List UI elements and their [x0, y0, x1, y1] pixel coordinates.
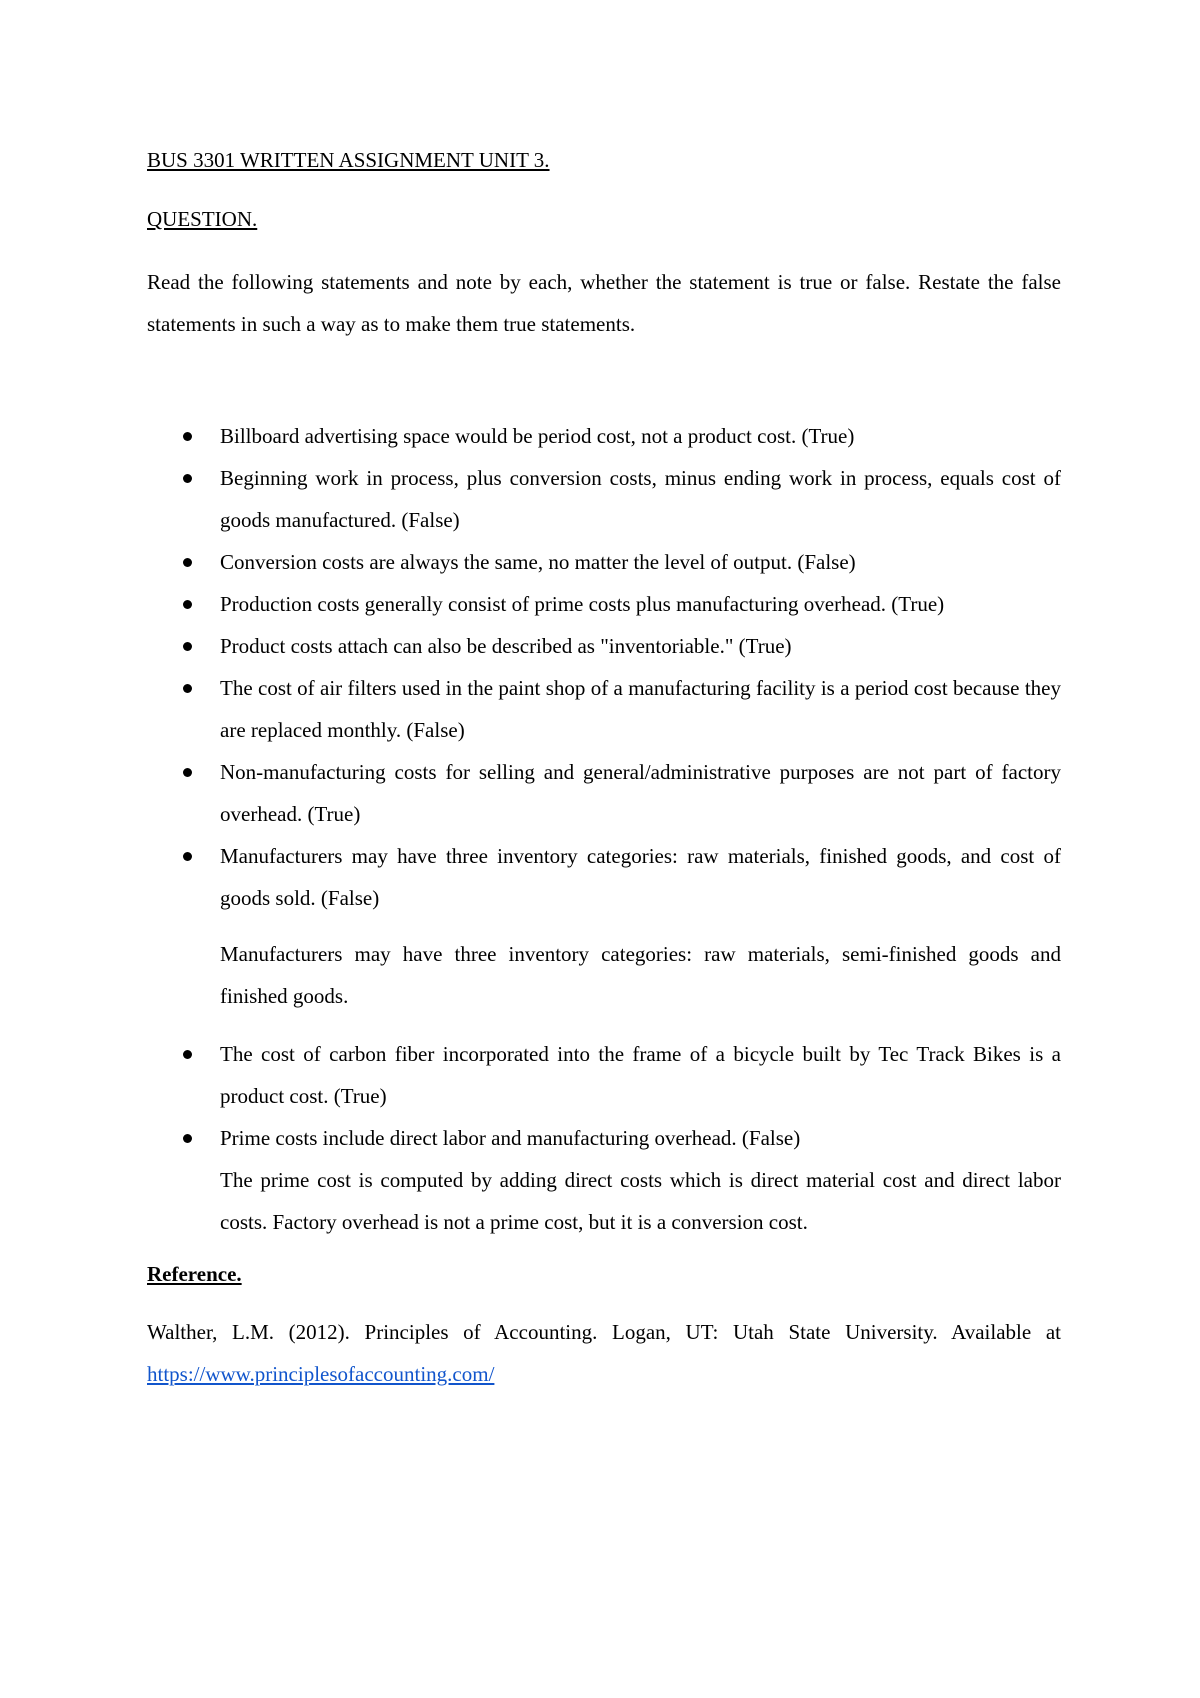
bullet-icon [183, 642, 192, 651]
reference-link[interactable]: https://www.principlesofaccounting.com/ [147, 1362, 495, 1386]
bullet-icon [183, 684, 192, 693]
correction-note: Manufacturers may have three inventory categories: raw materials, semi-finished goods and finished goods. [220, 942, 1061, 1008]
bullet-icon [183, 852, 192, 861]
statement-text: The cost of air filters used in the paint shop of a manufacturing facility is a period cost because they are replaced monthly. (False) [220, 676, 1061, 742]
list-item [147, 457, 1061, 541]
statement-text: Non-manufacturing costs for selling and general/administrative purposes are not part of factory overhead. (True) [220, 760, 1061, 826]
statement-text: Manufacturers may have three inventory categories: raw materials, finished goods, and cost of goods sold. (False) [220, 844, 1061, 910]
statement-text: Beginning work in process, plus conversion costs, minus ending work in process, equals cost of goods manufactured. (False) [220, 466, 1061, 532]
bullet-icon [183, 474, 192, 483]
bullet-icon [183, 600, 192, 609]
bullet-icon [183, 1134, 192, 1143]
statement-text: Conversion costs are always the same, no matter the level of output. (False) [220, 550, 856, 574]
bullet-icon [183, 768, 192, 777]
statement-text: Prime costs include direct labor and manufacturing overhead. (False) [220, 1126, 801, 1150]
list-item [147, 541, 1061, 583]
statement-list [147, 415, 1061, 1243]
statement-text: Production costs generally consist of prime costs plus manufacturing overhead. (True) [220, 592, 945, 616]
list-item [147, 1033, 1061, 1117]
intro-paragraph: Read the following statements and note by each, whether the statement is true or false. Restate the false statements in such a way as to make them true statements. [147, 270, 1061, 336]
list-item [147, 667, 1061, 751]
list-item [147, 625, 1061, 667]
list-item [147, 583, 1061, 625]
bullet-icon [183, 432, 192, 441]
list-item [147, 835, 1061, 1017]
list-item [147, 1117, 1061, 1243]
statement-text: Billboard advertising space would be period cost, not a product cost. (True) [220, 424, 855, 448]
citation [147, 1311, 1061, 1395]
statement-text: Product costs attach can also be described as "inventoriable." (True) [220, 634, 792, 658]
question-heading: QUESTION. [147, 207, 258, 231]
correction-note: The prime cost is computed by adding direct costs which is direct material cost and direct labor costs. Factory overhead is not a prime cost, but it is a conversion cost. [220, 1168, 1061, 1234]
list-item [147, 751, 1061, 835]
document-title: BUS 3301 WRITTEN ASSIGNMENT UNIT 3. [147, 148, 550, 172]
list-item [147, 415, 1061, 457]
reference-heading: Reference. [147, 1262, 242, 1286]
bullet-icon [183, 558, 192, 567]
bullet-icon [183, 1050, 192, 1059]
citation-text: Walther, L.M. (2012). Principles of Accounting. Logan, UT: Utah State University. Available at [147, 1320, 1061, 1344]
statement-text: The cost of carbon fiber incorporated into the frame of a bicycle built by Tec Track Bikes is a product cost. (True) [220, 1042, 1061, 1108]
document-page [147, 143, 1061, 1395]
